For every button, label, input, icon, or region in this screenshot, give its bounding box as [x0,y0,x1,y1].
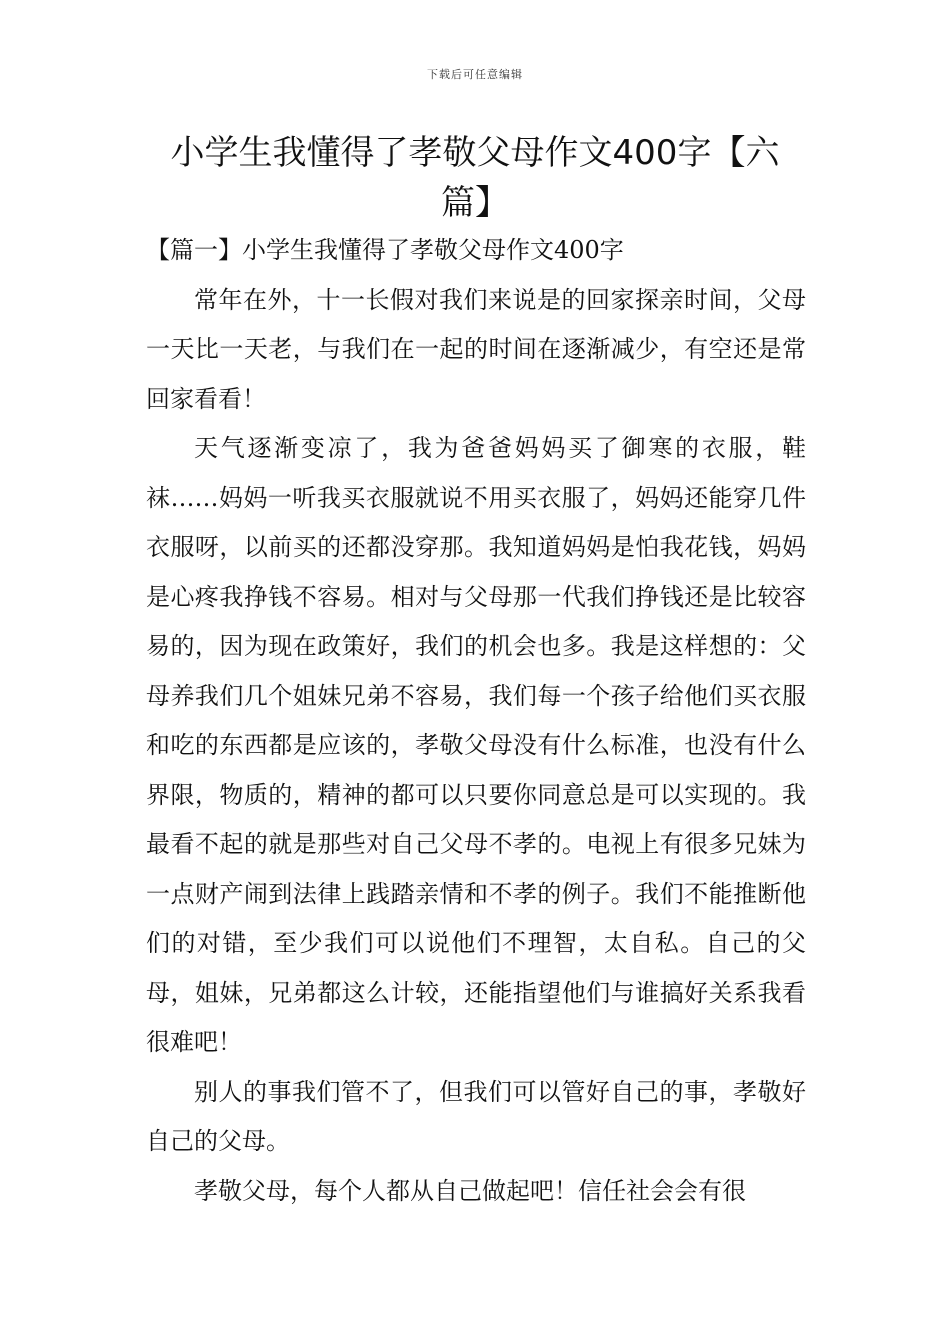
document-title: 小学生我懂得了孝敬父母作文400字【六篇】 [170,133,780,223]
paragraph-1: 常年在外，十一长假对我们来说是的回家探亲时间，父母一天比一天老，与我们在一起的时间在逐渐减少，有空还是常回家看看！ [146,285,806,413]
document-body [146,226,806,1216]
paragraph-3: 别人的事我们管不了，但我们可以管好自己的事，孝敬好自己的父母。 [146,1077,806,1155]
paragraph-4: 孝敬父母，每个人都从自己做起吧！信任社会会有很 [194,1176,746,1205]
section-heading: 【篇一】小学生我懂得了孝敬父母作文400字 [146,236,624,264]
paragraph-2: 天气逐渐变凉了，我为爸爸妈妈买了御寒的衣服，鞋袜……妈妈一听我买衣服就说不用买衣服了，妈妈还能穿几件衣服呀，以前买的还都没穿那。我知道妈妈是怕我花钱，妈妈是心疼我挣钱不容易。相对与父母那一代我们挣钱还是比较容易的，因为现在政策好，我们的机会也多。我是这样想的：父母养我们几个姐妹兄弟不容易，我们每一个孩子给他们买衣服和吃的东西都是应该的，孝敬父母没有什么标准，也没有什么界限，物质的，精神的都可以只要你同意总是可以实现的。我最看不起的就是那些对自己父母不孝的。电视上有很多兄妹为一点财产闹到法律上践踏亲情和不孝的例子。我们不能推断他们的对错，至少我们可以说他们不理智，太自私。自己的父母，姐妹，兄弟都这么计较，还能指望他们与谁搞好关系我看很难吧！ [146,434,806,1056]
header-note: 下载后可任意编辑 [427,68,523,81]
